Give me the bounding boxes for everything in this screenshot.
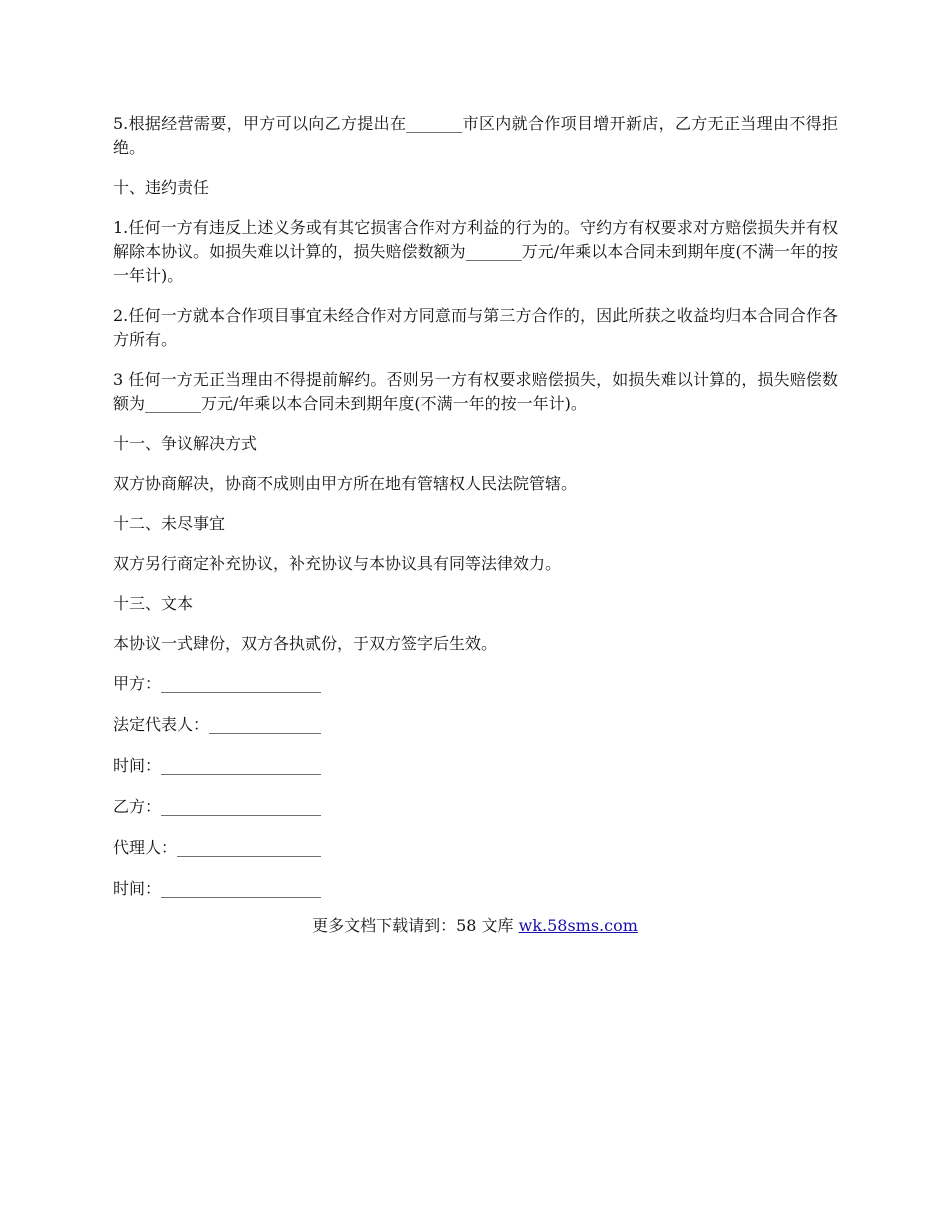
- footer-prefix: 更多文档下载请到：58 文库: [312, 916, 519, 935]
- signature-agent: 代理人：__________________: [113, 838, 322, 857]
- section-heading-text-copies: 十三、文本: [113, 594, 194, 613]
- clause-breach-1: 1.任何一方有违反上述义务或有其它损害合作对方利益的行为的。守约方有权要求对方赔偿损失并有权解除本协议。如损失难以计算的，损失赔偿数额为_______万元/年乘以本合同未到期年度(不满一年的按一年计)。: [113, 218, 838, 285]
- section-heading-other-matters: 十二、未尽事宜: [113, 514, 226, 533]
- signature-legal-representative: 法定代表人：______________: [113, 715, 322, 734]
- signature-party-a: 甲方：____________________: [113, 674, 322, 693]
- signature-party-b: 乙方：____________________: [113, 797, 322, 816]
- clause-dispute-resolution: 双方协商解决，协商不成则由甲方所在地有管辖权人民法院管辖。: [113, 474, 578, 493]
- clause-text-copies: 本协议一式肆份，双方各执贰份，于双方签字后生效。: [113, 634, 498, 653]
- document-body: [113, 112, 838, 918]
- signature-block: [113, 672, 838, 901]
- footer-download-note: [0, 914, 950, 938]
- footer-link[interactable]: wk.58sms.com: [518, 916, 638, 935]
- signature-date-a: 时间：____________________: [113, 756, 322, 775]
- signature-date-b: 时间：____________________: [113, 879, 322, 898]
- clause-breach-2: 2.任何一方就本合作项目事宜未经合作对方同意而与第三方合作的，因此所获之收益均归本合同合作各方所有。: [113, 306, 838, 349]
- clause-other-matters: 双方另行商定补充协议，补充协议与本协议具有同等法律效力。: [113, 554, 562, 573]
- section-heading-breach-liability: 十、违约责任: [113, 178, 210, 197]
- clause-breach-3: 3 任何一方无正当理由不得提前解约。否则另一方有权要求赔偿损失，如损失难以计算的，损失赔偿数额为_______万元/年乘以本合同未到期年度(不满一年的按一年计)。: [113, 370, 838, 413]
- clause-5-new-store: 5.根据经营需要，甲方可以向乙方提出在_______市区内就合作项目增开新店，乙方无正当理由不得拒绝。: [113, 114, 838, 157]
- section-heading-dispute-resolution: 十一、争议解决方式: [113, 434, 258, 453]
